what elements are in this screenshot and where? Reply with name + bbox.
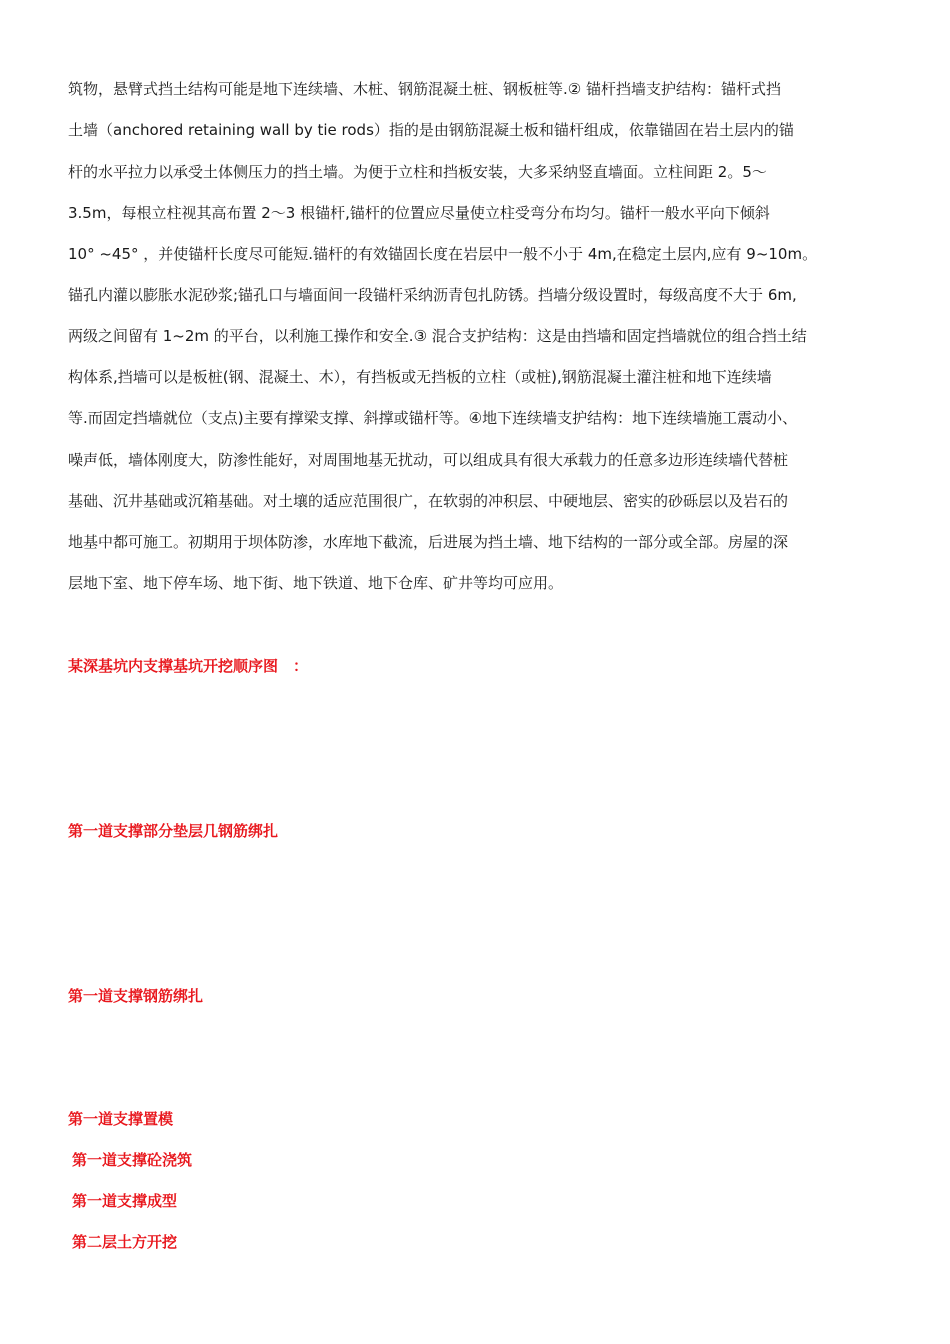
paragraph-line: 筑物，悬臂式挡土结构可能是地下连续墙、木桩、钢筋混凝土桩、钢板桩等.② 锚杆挡墙支护结构：锚杆式挡: [68, 80, 781, 98]
paragraph-line: 3.5m，每根立柱视其高布置 2～3 根锚杆,锚杆的位置应尽量使立柱受弯分布均匀。锚杆一般水平向下倾斜: [68, 204, 770, 222]
step-heading-6: 第二层土方开挖: [72, 1233, 178, 1251]
step-heading-2: 第一道支撑钢筋绑扎: [68, 987, 204, 1005]
paragraph-line: 杆的水平拉力以承受土体侧压力的挡土墙。为便于立柱和挡板安装，大多采纳竖直墙面。立柱间距 2。5～: [68, 163, 767, 181]
paragraph-line: 地基中都可施工。初期用于坝体防渗，水库地下截流，后进展为挡土墙、地下结构的一部分或全部。房屋的深: [68, 533, 789, 551]
paragraph-line: 层地下室、地下停车场、地下街、地下铁道、地下仓库、矿井等均可应用。: [68, 574, 564, 592]
paragraph-line: 等.而固定挡墙就位（支点)主要有撑梁支撑、斜撑或锚杆等。④地下连续墙支护结构：地下连续墙施工震动小、: [68, 409, 798, 427]
paragraph-line: 构体系,挡墙可以是板桩(钢、混凝土、木），有挡板或无挡板的立柱（或桩),钢筋混凝土灌注桩和地下连续墙: [68, 368, 772, 386]
paragraph-line: 基础、沉井基础或沉箱基础。对土壤的适应范围很广，在软弱的冲积层、中硬地层、密实的砂砾层以及岩石的: [68, 492, 789, 510]
paragraph-line: 10° ~45° ，并使锚杆长度尽可能短.锚杆的有效锚固长度在岩层中一般不小于 4m,在稳定土层内,应有 9~10m。: [68, 245, 818, 263]
step-heading-4: 第一道支撑砼浇筑: [72, 1151, 193, 1169]
step-heading-3: 第一道支撑置模: [68, 1110, 174, 1128]
figure-title: 某深基坑内支撑基坑开挖顺序图 ：: [68, 657, 309, 675]
paragraph-line: 噪声低，墙体刚度大，防渗性能好，对周围地基无扰动，可以组成具有很大承载力的任意多边形连续墙代替桩: [68, 451, 789, 469]
paragraph-line: 锚孔内灌以膨胀水泥砂浆;锚孔口与墙面间一段锚杆采纳沥青包扎防锈。挡墙分级设置时，每级高度不大于 6m,: [68, 286, 797, 304]
paragraph-line: 两级之间留有 1~2m 的平台，以利施工操作和安全.③ 混合支护结构：这是由挡墙和固定挡墙就位的组合挡土结: [68, 327, 807, 345]
step-heading-1: 第一道支撑部分垫层几钢筋绑扎: [68, 822, 279, 840]
step-heading-5: 第一道支撑成型: [72, 1192, 178, 1210]
paragraph-line: 土墙（anchored retaining wall by tie rods）指的是由钢筋混凝土板和锚杆组成，依靠锚固在岩土层内的锚: [68, 121, 794, 139]
